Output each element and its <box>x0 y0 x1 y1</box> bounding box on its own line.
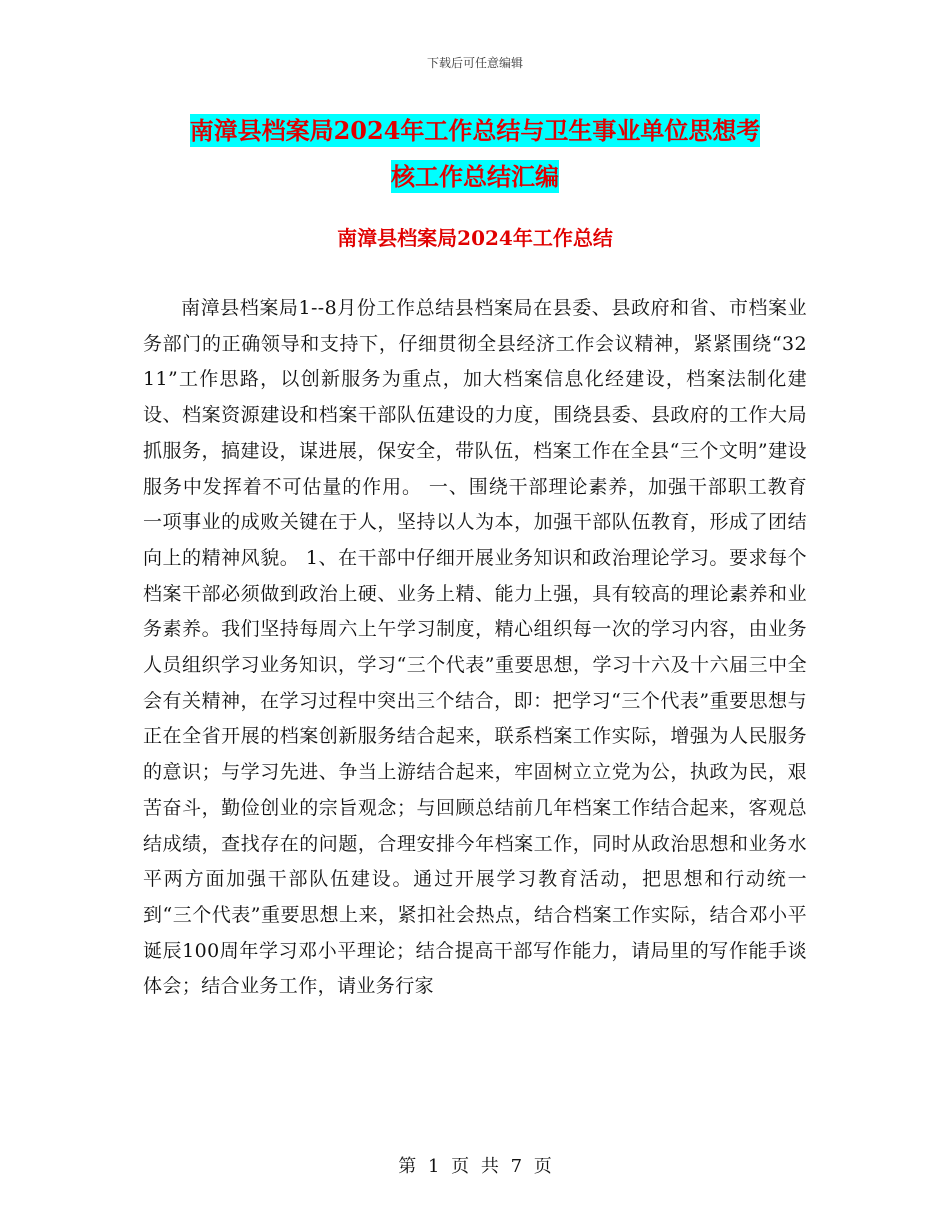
section-title: 南漳县档案局2024年工作总结 <box>337 226 613 250</box>
document-title <box>130 108 820 200</box>
page-footer: 第 1 页 共 7 页 <box>398 1156 552 1177</box>
document-title-line-1: 南漳县档案局2024年工作总结与卫生事业单位思想考 <box>189 116 761 145</box>
header-note: 下载后可任意编辑 <box>426 56 523 70</box>
body-paragraph: 南漳县档案局1--8月份工作总结县档案局在县委、县政府和省、市档案业务部门的正确领导和支持下，仔细贯彻全县经济工作会议精神，紧紧围绕“3211”工作思路，以创新服务为重点，加大档案信息化经建设，档案法制化建设、档案资源建设和档案干部队伍建设的力度，围绕县委、县政府的工作大局抓服务，搞建设，谋进展，保安全，带队伍，档案工作在全县“三个文明”建设服务中发挥着不可估量的作用。 一、围绕干部理论素养，加强干部职工教育 一项事业的成败关键在于人，坚持以人为本，加强干部队伍教育，形成了团结向上的精神风貌。 1、在干部中仔细开展业务知识和政治理论学习。要求每个档案干部必须做到政治上硬、业务上精、能力上强，具有较高的理论素养和业务素养。我们坚持每周六上午学习制度，精心组织每一次的学习内容，由业务人员组织学习业务知识，学习“三个代表”重要思想，学习十六及十六届三中全会有关精神，在学习过程中突出三个结合，即：把学习“三个代表”重要思想与正在全省开展的档案创新服务结合起来，联系档案工作实际，增强为人民服务的意识；与学习先进、争当上游结合起来，牢固树立立党为公，执政为民，艰苦奋斗，勤俭创业的宗旨观念；与回顾总结前几年档案工作结合起来，客观总结成绩，查找存在的问题，合理安排今年档案工作，同时从政治思想和业务水平两方面加强干部队伍建设。通过开展学习教育活动，把思想和行动统一到“三个代表”重要思想上来，紧扣社会热点，结合档案工作实际，结合邓小平诞辰100周年学习邓小平理论；结合提高干部写作能力，请局里的写作能手谈体会；结合业务工作，请业务行家 <box>143 297 807 998</box>
document-title-line-2: 核工作总结汇编 <box>391 162 559 191</box>
